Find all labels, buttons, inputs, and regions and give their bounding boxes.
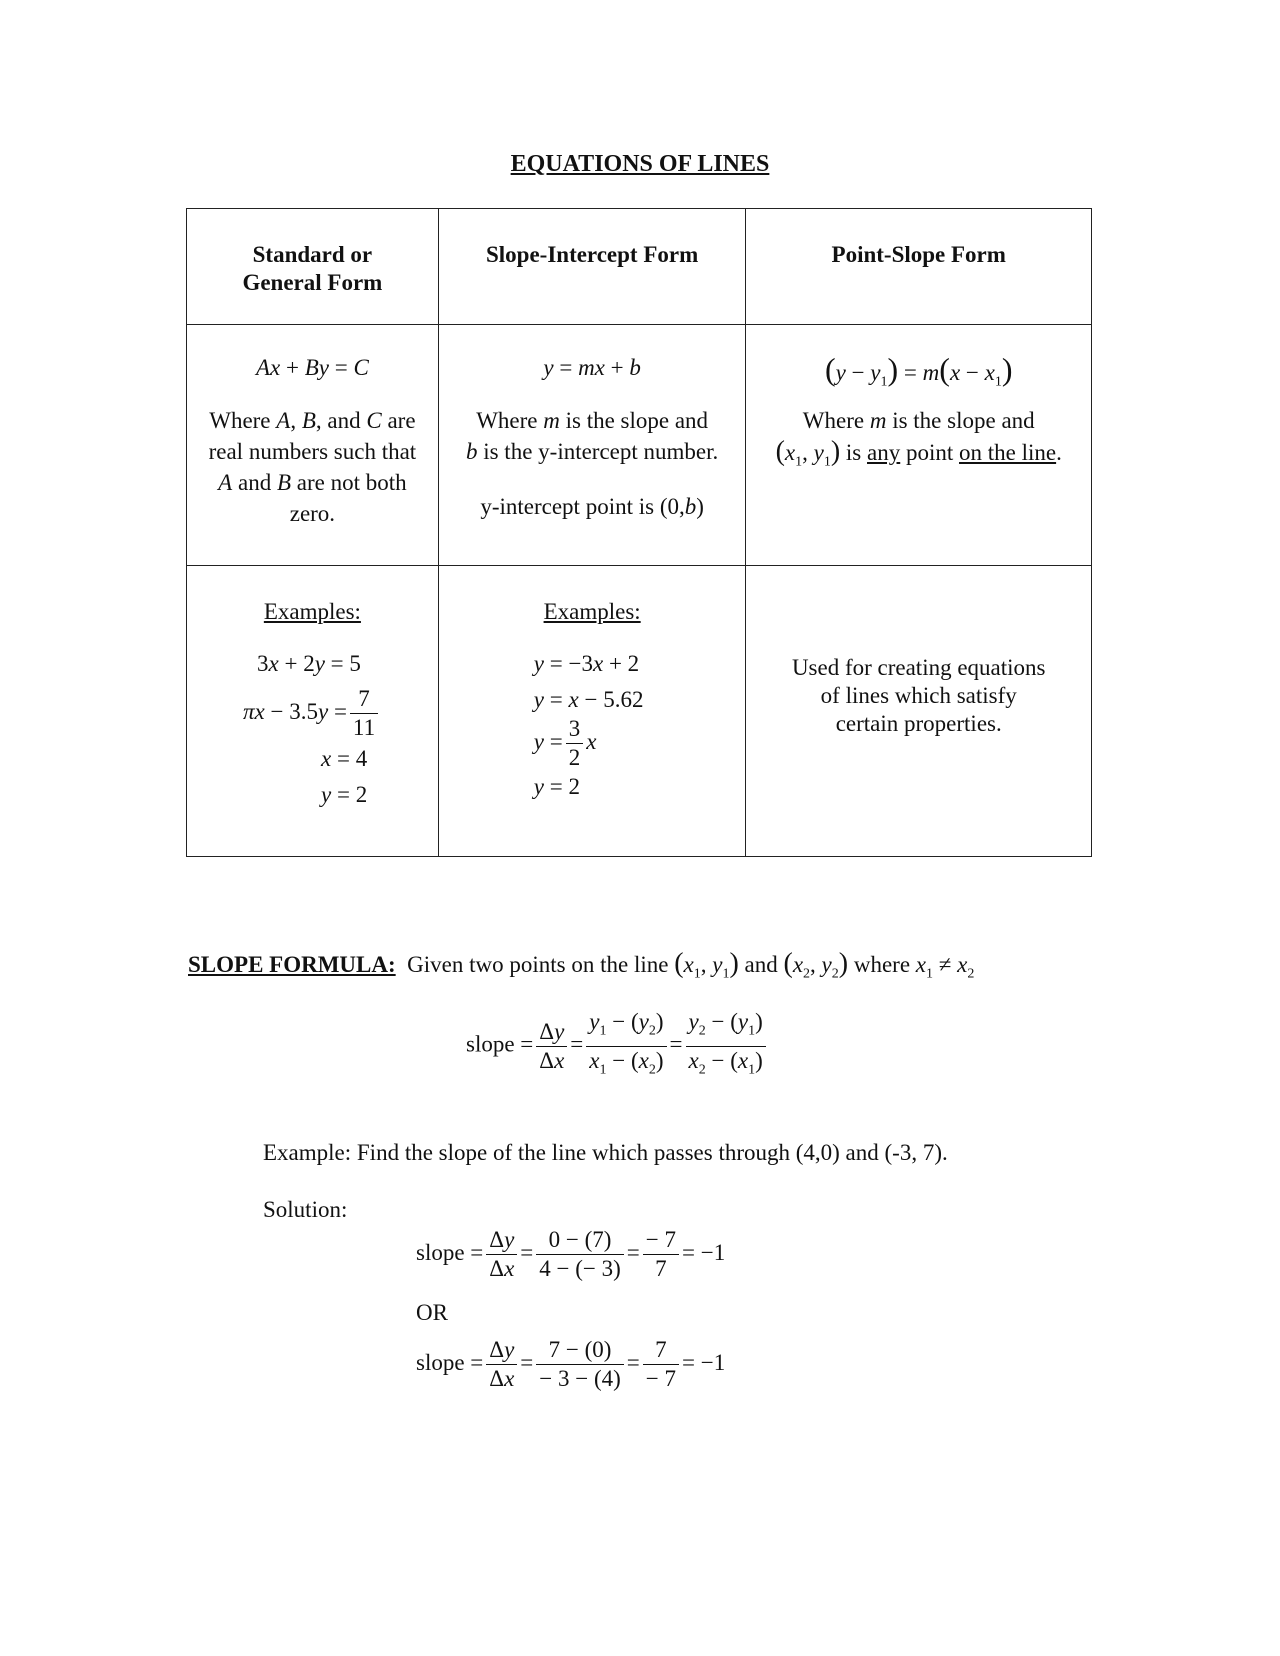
definition-row: [187, 325, 1092, 566]
slope-formula-equation: slope = $\frac{\Delta y}{\Delta x}$ = $\frac{y_1 - (y_2)}{x_1 - (x_2)}$ = $\frac{y_2 - (y_1)}{x_2 - (x_1)}$: [466, 1008, 769, 1084]
solution-calc-2: slope = $\frac{\Delta y}{\Delta x}$ = $\frac{7 - (0)}{- 3 - (4)}$ = $\frac{7}{- 7}$ = −1: [416, 1337, 726, 1391]
header-slope-intercept-form: Slope-Intercept Form: [438, 209, 746, 325]
or-label: OR: [416, 1300, 448, 1325]
point-slope-description: Where m is the slope and ($x_1$, $y_1$) is any point on the line.: [775, 407, 1062, 470]
standard-example-2: πx − 3.5y = $\frac{7}{11}$: [187, 685, 438, 742]
example-prompt: Example: Find the slope of the line which passes through (4,0) and (-3, 7).: [263, 1140, 948, 1165]
standard-form-description: Where A, B, and C are real numbers such that A and B are not both zero.: [208, 408, 417, 526]
point-slope-equation: $(y - y_1) = m(x - x_1)$: [824, 351, 1013, 390]
standard-example-4: y = 2: [321, 782, 368, 807]
standard-form-equation: Ax + By = C: [255, 355, 369, 380]
header-standard-form: Standard or General Form: [187, 209, 439, 325]
y-intercept-point: y-intercept point is (0,b): [480, 494, 704, 519]
slope-examples-label: Examples:: [543, 599, 641, 624]
slope-example-3: y = $\frac{3}{2}$ x: [533, 716, 597, 770]
solution-calc-1: slope = $\frac{\Delta y}{\Delta x}$ = $\frac{0 - (7)}{4 - (- 3)}$ = $\frac{- 7}{7}$ = −1: [416, 1227, 726, 1281]
slope-formula-label: SLOPE FORMULA:: [188, 952, 396, 977]
forms-table: [186, 208, 1092, 857]
slope-example-4: y = 2: [533, 774, 580, 799]
note-line-3: certain properties.: [835, 711, 1002, 736]
header-point-slope-form: Point-Slope Form: [746, 209, 1092, 325]
point-slope-note: [746, 654, 1091, 738]
slope-examples-cell: [438, 566, 746, 857]
slope-example-1: y = −3x + 2: [533, 651, 640, 676]
standard-example-1: 3x + 2y = 5: [257, 651, 361, 676]
solution-label: Solution:: [263, 1197, 348, 1222]
standard-examples-cell: [187, 566, 439, 857]
point-slope-note-cell: [746, 566, 1092, 857]
slope-formula-heading: SLOPE FORMULA: Given two points on the line ($x_1$, $y_1$) and ($x_2$, $y_2$) where $x_1 \ne x_2$: [188, 948, 975, 982]
page-title: EQUATIONS OF LINES: [510, 151, 770, 177]
note-line-1: Used for creating equations: [791, 655, 1046, 680]
slope-example-2: y = x − 5.62: [533, 687, 644, 712]
slope-intercept-equation: y = mx + b: [543, 355, 641, 380]
standard-form-cell: [187, 325, 439, 566]
standard-examples-label: Examples:: [263, 599, 361, 624]
header-row: [187, 209, 1092, 325]
examples-row: [187, 566, 1092, 857]
point-slope-cell: [746, 325, 1092, 566]
slope-intercept-cell: [438, 325, 746, 566]
slope-intercept-description: Where m is the slope and b is the y-intercept number.: [465, 408, 719, 464]
standard-example-3: x = 4: [321, 746, 368, 771]
note-line-2: of lines which satisfy: [820, 683, 1017, 708]
